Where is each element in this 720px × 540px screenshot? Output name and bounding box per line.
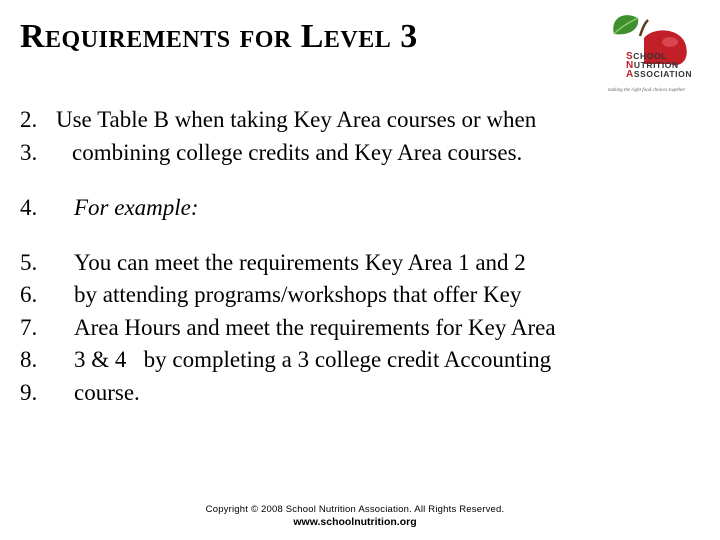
logo-tagline: making the right food choices together <box>608 88 686 93</box>
line-number: 2. <box>20 107 38 132</box>
logo-wordmark: SCHOOL NUTRITION ASSOCIATION <box>626 51 693 80</box>
school-nutrition-association-logo <box>600 8 710 98</box>
line-number: 9. <box>20 379 38 405</box>
list-item <box>20 344 700 377</box>
line-number: 7. <box>20 314 38 340</box>
line-text: Area Hours and meet the requirements for Key Area <box>74 314 556 340</box>
list-item <box>20 279 700 312</box>
line-text: 3 & 4 by completing a 3 college credit Accounting <box>74 347 552 372</box>
line-text: course. <box>74 379 140 405</box>
slide-title: Requirements for Level 3 <box>20 18 418 55</box>
line-text: combining college credits and Key Area courses. <box>72 139 523 165</box>
slide-body <box>20 104 700 409</box>
list-item <box>20 137 700 170</box>
slide-footer <box>0 504 710 529</box>
list-item <box>20 247 700 280</box>
list-item <box>20 104 700 137</box>
line-number: 5. <box>20 249 38 275</box>
website-link[interactable]: www.schoolnutrition.org <box>293 516 417 528</box>
line-text: For example: <box>74 195 199 220</box>
list-item <box>20 312 700 345</box>
line-number: 6. <box>20 282 38 307</box>
line-text: by attending programs/workshops that offer Key <box>74 282 522 307</box>
line-number: 3. <box>20 139 38 165</box>
copyright-notice: Copyright © 2008 School Nutrition Association. All Rights Reserved. <box>205 504 505 515</box>
line-number: 4. <box>20 195 38 220</box>
line-number: 8. <box>20 347 38 372</box>
list-item <box>20 377 700 410</box>
list-item <box>20 192 700 225</box>
line-text: You can meet the requirements Key Area 1 and 2 <box>74 249 526 275</box>
line-text: Use Table B when taking Key Area courses or when <box>56 107 537 132</box>
